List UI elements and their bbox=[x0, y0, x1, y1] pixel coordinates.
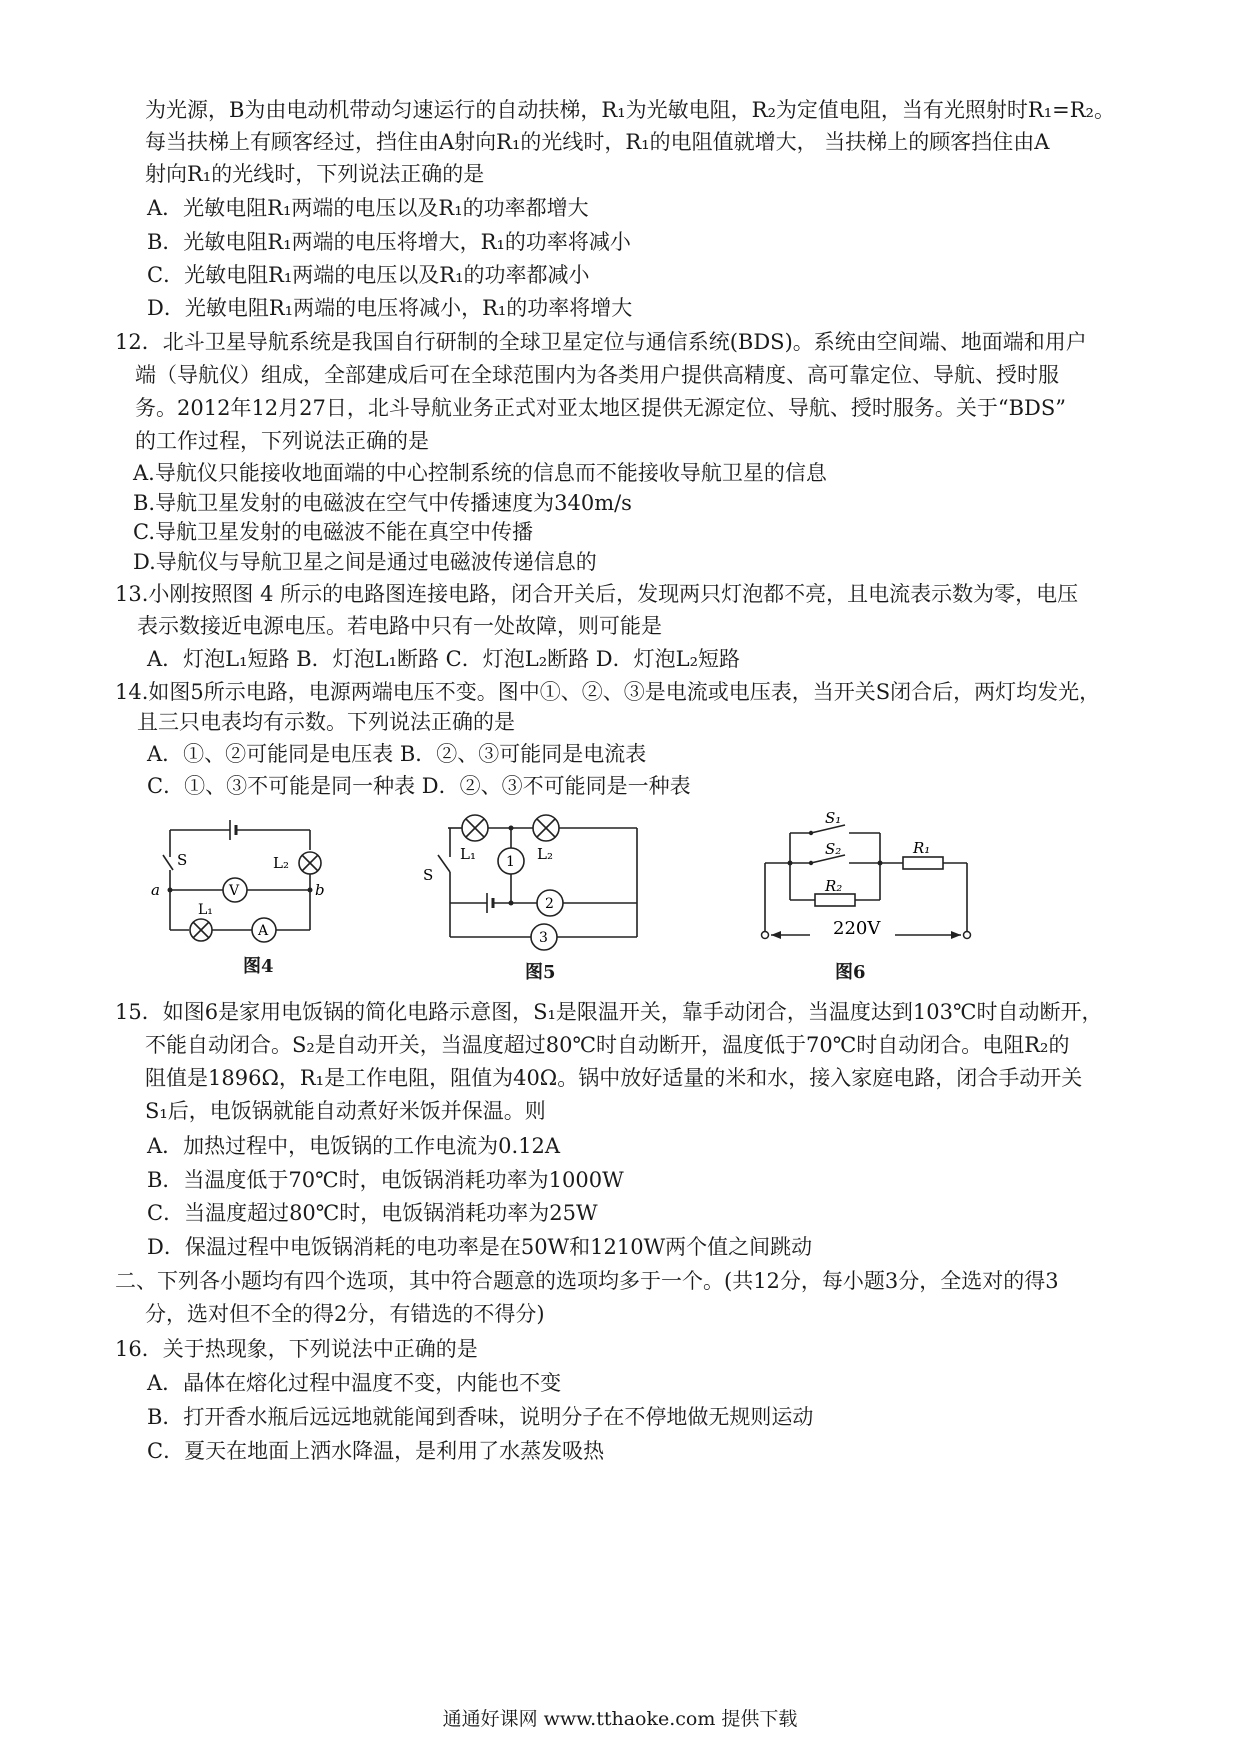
fig4-node-b: b bbox=[315, 881, 325, 899]
text-line: S₁后，电饭锅就能自动煮好米饭并保温。则 bbox=[145, 1099, 546, 1123]
text-line: 射向R₁的光线时，下列说法正确的是 bbox=[145, 162, 485, 186]
figure-4-circuit bbox=[145, 805, 370, 950]
fig5-meter1-label: 1 bbox=[506, 854, 515, 870]
fig5-lamp2-label: L₂ bbox=[537, 845, 553, 863]
figure-5-circuit bbox=[425, 795, 650, 960]
option-line: A．加热过程中，电饭锅的工作电流为0.12A bbox=[147, 1134, 561, 1158]
fig4-lamp2-label: L₂ bbox=[273, 854, 289, 872]
question-line: 15．如图6是家用电饭锅的简化电路示意图，S₁是限温开关，靠手动闭合，当温度达到103℃时自动断开， bbox=[115, 1000, 1103, 1024]
fig5-meter3-label: 3 bbox=[539, 930, 548, 946]
question-line: 14.如图5所示电路，电源两端电压不变。图中①、②、③是电流或电压表，当开关S闭合后，两灯均发光， bbox=[115, 680, 1101, 704]
option-line: B．光敏电阻R₁两端的电压将增大，R₁的功率将减小 bbox=[147, 230, 631, 254]
fig4-lamp1-label: L₁ bbox=[198, 902, 213, 918]
fig5-switch-label: S bbox=[423, 866, 434, 884]
option-line: A.导航仪只能接收地面端的中心控制系统的信息而不能接收导航卫星的信息 bbox=[133, 461, 827, 485]
option-line: C．当温度超过80℃时，电饭锅消耗功率为25W bbox=[147, 1201, 598, 1225]
page-footer: 通通好课网 www.tthaoke.com 提供下载 bbox=[442, 1708, 798, 1730]
option-line: B．当温度低于70℃时，电饭锅消耗功率为1000W bbox=[147, 1168, 624, 1192]
fig5-meter2-label: 2 bbox=[545, 896, 554, 912]
fig6-s1-label: S₁ bbox=[825, 809, 842, 827]
figure-4-caption: 图4 bbox=[243, 956, 274, 977]
option-line: D.导航仪与导航卫星之间是通过电磁波传递信息的 bbox=[133, 550, 597, 574]
fig5-lamp1-label: L₁ bbox=[460, 845, 476, 863]
text-line: 的工作过程，下列说法正确的是 bbox=[135, 429, 429, 453]
question-line: 16．关于热现象，下列说法中正确的是 bbox=[115, 1337, 478, 1361]
text-line: 为光源，B为由电动机带动匀速运行的自动扶梯，R₁为光敏电阻，R₂为定值电阻，当有光照射时R₁=R₂。 bbox=[145, 98, 1115, 122]
option-line: C.导航卫星发射的电磁波不能在真空中传播 bbox=[133, 520, 533, 544]
option-line: B.导航卫星发射的电磁波在空气中传播速度为340m/s bbox=[133, 491, 632, 515]
fig6-r1-label: R₁ bbox=[913, 839, 931, 857]
text-line: 端（导航仪）组成，全部建成后可在全球范围内为各类用户提供高精度、高可靠定位、导航、授时服 bbox=[135, 363, 1059, 387]
option-line: B．打开香水瓶后远远地就能闻到香味，说明分子在不停地做无规则运动 bbox=[147, 1405, 814, 1429]
fig4-ammeter-label: A bbox=[258, 923, 269, 939]
option-line: D．光敏电阻R₁两端的电压将减小，R₁的功率将增大 bbox=[147, 296, 633, 320]
option-line: C．夏天在地面上洒水降温，是利用了水蒸发吸热 bbox=[147, 1439, 605, 1463]
text-line: 务。2012年12月27日，北斗导航业务正式对亚太地区提供无源定位、导航、授时服务。关于“BDS” bbox=[135, 396, 1067, 420]
figure-6-schematic bbox=[745, 795, 975, 955]
option-line: A．光敏电阻R₁两端的电压以及R₁的功率都增大 bbox=[147, 196, 589, 220]
option-line: C．光敏电阻R₁两端的电压以及R₁的功率都减小 bbox=[147, 263, 590, 287]
fig6-r2-label: R₂ bbox=[825, 877, 843, 895]
section-heading: 二、下列各小题均有四个选项，其中符合题意的选项均多于一个。(共12分，每小题3分，全选对的得3 bbox=[115, 1269, 1059, 1293]
text-line: 表示数接近电源电压。若电路中只有一处故障，则可能是 bbox=[137, 614, 662, 638]
option-line: C．①、③不可能是同一种表 D．②、③不可能同是一种表 bbox=[147, 774, 691, 798]
fig4-switch-label: S bbox=[177, 851, 188, 869]
question-line: 13.小刚按照图 4 所示的电路图连接电路，闭合开关后，发现两只灯泡都不亮，且电流表示数为零，电压 bbox=[115, 582, 1079, 606]
option-line: A．晶体在熔化过程中温度不变，内能也不变 bbox=[147, 1371, 562, 1395]
option-line: A．①、②可能同是电压表 B．②、③可能同是电流表 bbox=[147, 742, 647, 766]
fig4-node-a: a bbox=[151, 881, 160, 899]
text-line: 阻值是1896Ω，R₁是工作电阻，阻值为40Ω。锅中放好适量的米和水，接入家庭电路，闭合手动开关 bbox=[145, 1066, 1083, 1090]
text-line: 不能自动闭合。S₂是自动开关，当温度超过80℃时自动断开，温度低于70℃时自动闭合。电阻R₂的 bbox=[145, 1033, 1070, 1057]
text-line: 每当扶梯上有顾客经过，挡住由A射向R₁的光线时，R₁的电阻值就增大， 当扶梯上的顾客挡住由A bbox=[145, 130, 1050, 154]
fig4-voltmeter-label: V bbox=[229, 883, 240, 899]
option-line: A．灯泡L₁短路 B．灯泡L₁断路 C．灯泡L₂断路 D．灯泡L₂短路 bbox=[147, 647, 740, 671]
fig6-voltage-label: 220V bbox=[833, 918, 881, 939]
figure-6-network bbox=[740, 895, 741, 896]
text-line: 且三只电表均有示数。下列说法正确的是 bbox=[137, 710, 515, 734]
figure-5-caption: 图5 bbox=[525, 962, 556, 983]
figure-6-caption: 图6 bbox=[835, 962, 866, 983]
text-line: 分，选对但不全的得2分，有错选的不得分) bbox=[145, 1302, 545, 1326]
option-line: D．保温过程中电饭锅消耗的电功率是在50W和1210W两个值之间跳动 bbox=[147, 1235, 813, 1259]
question-line: 12．北斗卫星导航系统是我国自行研制的全球卫星定位与通信系统(BDS)。系统由空间端、地面端和用户 bbox=[115, 330, 1087, 354]
fig6-s2-label: S₂ bbox=[825, 840, 842, 858]
